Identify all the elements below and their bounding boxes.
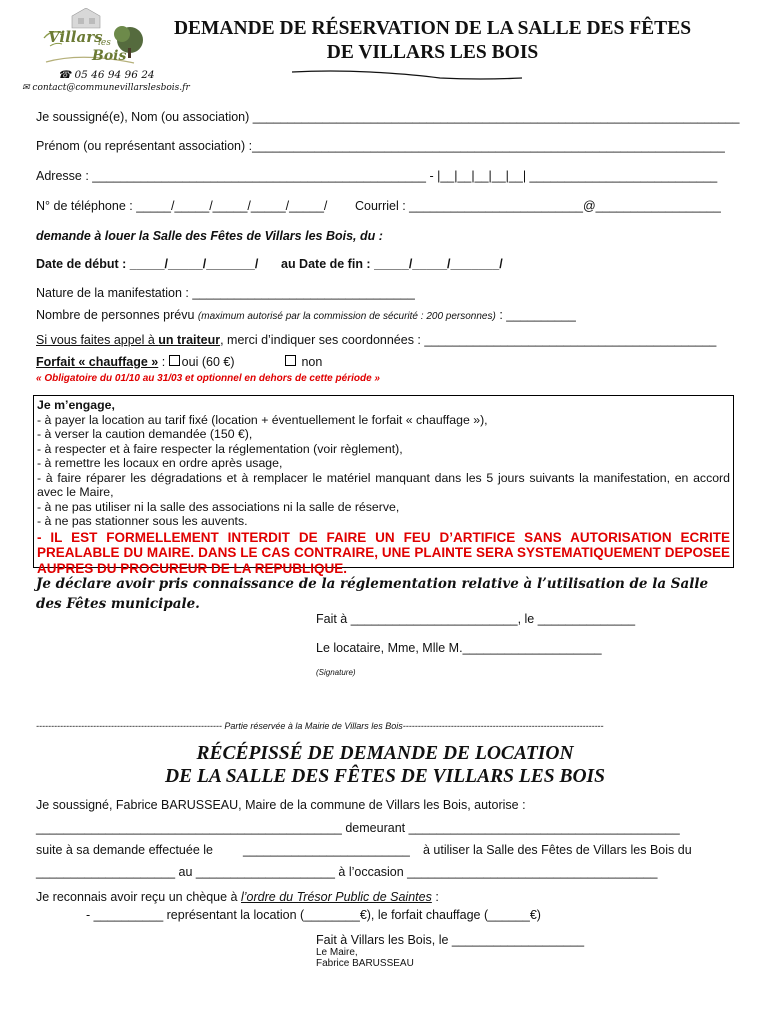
page-title (150, 17, 715, 65)
logo-text-bois: Bois (92, 48, 127, 64)
demande-label: demande à louer la Salle des Fêtes de Villars les Bois, du : (36, 229, 383, 243)
title-flourish (290, 66, 525, 82)
commune-logo (42, 8, 150, 68)
le-maire-label: Le Maire, (316, 947, 358, 958)
phone-line (58, 69, 155, 81)
signature-label: (Signature) (316, 668, 356, 677)
field-courriel[interactable]: Courriel : _________________________@__________________ (355, 199, 721, 213)
title-line-1: DEMANDE DE RÉSERVATION DE LA SALLE DES FÊTES (173, 18, 692, 39)
traiteur-bold: un traiteur (158, 333, 221, 347)
nombre-note: (maximum autorisé par la commission de sécurité : 200 personnes) (197, 311, 496, 322)
field-fait-villars[interactable]: Fait à Villars les Bois, le ___________________ (316, 933, 585, 947)
engagement-item: - à ne pas utiliser ni la salle des associations ni la salle de réserve, (37, 499, 400, 514)
engagement-box (33, 395, 734, 576)
engagement-heading: Je m’engage, (37, 398, 115, 412)
field-demeurant[interactable]: ____________________________________________ demeurant _______________________________________ (36, 821, 680, 835)
engagement-item: - à faire réparer les dégradations et à remplacer le matériel manquant dans les 5 jours suivants la manifestation, en accord avec le Maire, (37, 470, 730, 499)
field-prenom[interactable]: Prénom (ou représentant association) :____________________________________________________________________ (36, 139, 725, 153)
recepisse-title-line-2: DE LA SALLE DES FÊTES DE VILLARS LES BOIS (165, 766, 605, 787)
email-line (22, 83, 190, 93)
forfait-colon: : (158, 355, 169, 369)
declaration-text: Je déclare avoir pris connaissance de la réglementation relative à l’utilisation de la Salle des Fêtes municipale. (36, 576, 709, 612)
engagement-item: - à payer la location au tarif fixé (location + éventuellement le forfait « chauffage »), (37, 412, 488, 427)
field-telephone[interactable]: N° de téléphone : _____/_____/_____/_____/_____/ (36, 199, 328, 213)
recepisse-intro: Je soussigné, Fabrice BARUSSEAU, Maire de la commune de Villars les Bois, autorise : (36, 798, 526, 812)
field-nom[interactable]: Je soussigné(e), Nom (ou association) ______________________________________________________________________ (36, 110, 740, 124)
suite-label-a: suite à sa demande effectuée le (36, 843, 213, 857)
separator-label: Partie réservée à la Mairie de Villars les Bois (221, 721, 403, 731)
envelope-icon: ✉ (22, 83, 30, 93)
cheque-pre: Je reconnais avoir reçu un chèque à (36, 890, 241, 904)
forfait-label: Forfait « chauffage » (36, 355, 159, 369)
forfait-row (36, 355, 234, 369)
field-date-debut[interactable]: Date de début : _____/_____/_______/ (36, 257, 259, 271)
traiteur-row (36, 333, 716, 347)
nombre-row (36, 308, 576, 322)
field-adresse[interactable]: Adresse : ________________________________________________ - |__|__|__|__|__| ___________________________ (36, 169, 718, 183)
recepisse-title-line-1: RÉCÉPISSÉ DE DEMANDE DE LOCATION (196, 743, 574, 764)
field-au-occasion[interactable]: ____________________ au ____________________ à l’occasion ____________________________________ (36, 865, 658, 879)
field-locataire[interactable]: Le locataire, Mme, Mlle M.____________________ (316, 641, 602, 655)
fireworks-warning: - IL EST FORMELLEMENT INTERDIT DE FAIRE UN FEU D’ARTIFICE SANS AUTORISATION ECRITE PREALABLE DU MAIRE. DANS LE CAS CONTRAIRE, UNE PLAINTE SERA SYSTEMATIQUEMENT DEPOSEE AUPRES DU PROCUREUR DE LA REPUBLIQUE. (37, 529, 730, 576)
field-nombre[interactable]: : __________ (499, 308, 576, 322)
phone-icon: ☎ (58, 69, 72, 81)
field-date-fin[interactable]: au Date de fin : _____/_____/_______/ (281, 257, 503, 271)
forfait-non-label: non (301, 355, 323, 369)
forfait-non-checkbox[interactable] (285, 355, 296, 366)
field-nature[interactable]: Nature de la manifestation : ________________________________ (36, 286, 415, 300)
engagement-item: - à remettre les locaux en ordre après usage, (37, 456, 283, 470)
engagement-item: - à respecter et à faire respecter la réglementation (voir règlement), (37, 441, 403, 456)
engagement-item: - à ne pas stationner sous les auvents. (37, 514, 248, 528)
maire-name: Fabrice BARUSSEAU (316, 958, 414, 969)
traiteur-pre: Si vous faites appel à (36, 333, 159, 347)
forfait-non (285, 355, 322, 369)
cheque-post: : (431, 890, 439, 904)
field-traiteur[interactable]: , merci d’indiquer ses coordonnées : __________________________________________ (220, 333, 717, 347)
field-suite-date[interactable]: ________________________ (243, 843, 410, 857)
logo-text-villars: Villars (48, 28, 103, 46)
field-fait-a[interactable]: Fait à ________________________, le ______________ (316, 612, 636, 626)
forfait-oui-checkbox[interactable] (169, 355, 180, 366)
forfait-oui-label: oui (60 €) (181, 355, 235, 369)
recepisse-title (0, 742, 770, 788)
cheque-ordre: l’ordre du Trésor Public de Saintes (241, 890, 432, 904)
nombre-label: Nombre de personnes prévu (36, 308, 195, 322)
title-line-2: DE VILLARS LES BOIS (326, 42, 539, 63)
separator-dashes-right: ------------------------------------------------------------------- (402, 721, 604, 731)
separator-dashes-left: -------------------------------------------------------------- (36, 721, 222, 731)
suite-label-c: à utiliser la Salle des Fêtes de Villars les Bois du (423, 843, 692, 857)
logo-text-les: les (98, 38, 111, 48)
phone-number: 05 46 94 96 24 (74, 69, 155, 81)
field-representant[interactable]: - __________ représentant la location (________€), le forfait chauffage (______€) (86, 908, 541, 922)
engagement-item: - à verser la caution demandée (150 €), (37, 427, 253, 441)
mairie-separator (36, 721, 604, 731)
obligatoire-note: « Obligatoire du 01/10 au 31/03 et optionnel en dehors de cette période » (36, 373, 380, 384)
email-address: contact@communevillarslesbois.fr (32, 83, 190, 93)
cheque-line (36, 890, 439, 904)
